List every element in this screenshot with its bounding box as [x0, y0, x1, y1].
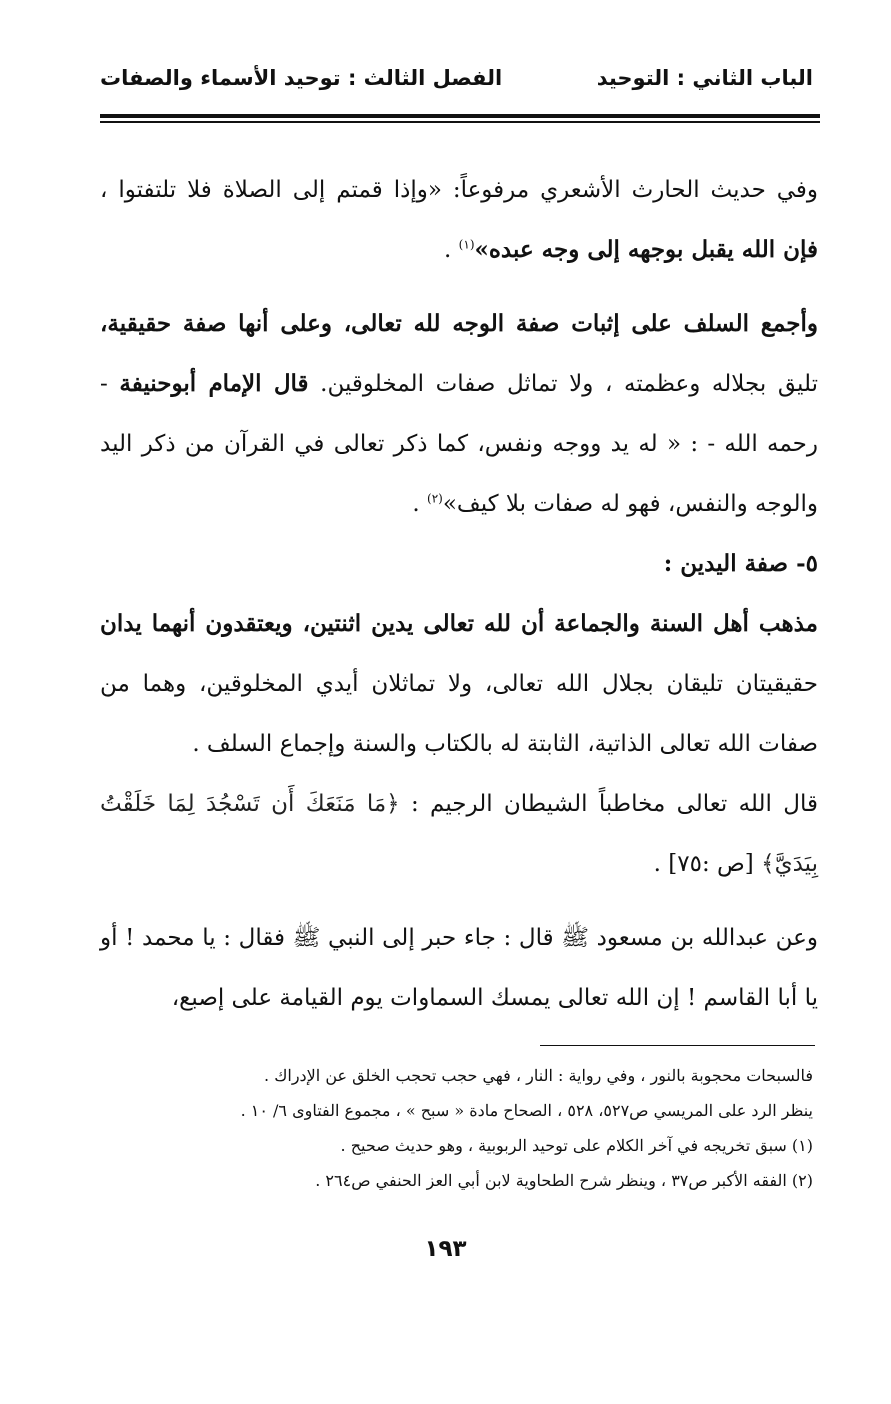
footnote-separator: [540, 1045, 815, 1046]
section-title: الفصل الثالث : توحيد الأسماء والصفات: [100, 66, 503, 90]
running-header: [100, 58, 813, 108]
consensus-text: تليق بجلاله وعظمته ، ولا تماثل صفات المخلوقين.: [308, 371, 818, 397]
footnote-continued-2: ينظر الرد على المريسي ص٥٢٧، ٥٢٨ ، الصحاح مادة « سبح » ، مجموع الفتاوى ٦/ ١٠ .: [240, 1101, 813, 1120]
chapter-title: الباب الثاني : التوحيد: [596, 66, 813, 90]
verse-intro: قال الله تعالى مخاطباً الشيطان الرجيم :: [399, 791, 818, 817]
footnote-1: (١) سبق تخريجه في آخر الكلام على توحيد الربوبية ، وهو حديث صحيح .: [340, 1136, 813, 1155]
hadith-end: .: [444, 237, 459, 263]
hadith-line-1: وفي حديث الحارث الأشعري مرفوعاً: «وإذا قمتم إلى الصلاة فلا تلتفتوا ،: [100, 177, 818, 203]
quran-verse: ﴿مَا مَنَعَكَ أَن تَسْجُدَ لِمَا خَلَقْتُ بِيَدَيَّ﴾: [100, 791, 818, 877]
creed-statement: مذهب أهل السنة والجماعة أن لله تعالى يدين اثنتين، ويعتقدون أنهما يدان: [100, 610, 818, 637]
creed-text: حقيقيتان تليقان بجلال الله تعالى، ولا تماثلان أيدي المخلوقين، وهما من صفات الله تعالى الذاتية، الثابتة له بالكتاب والسنة وإجماع السلف .: [100, 671, 818, 757]
abu-hanifa-name: قال الإمام أبوحنيفة: [119, 370, 309, 397]
hadith-line-2: فإن الله يقبل بوجهه إلى وجه عبده»: [474, 236, 818, 263]
footnote-2: (٢) الفقه الأكبر ص٣٧ ، وينظر شرح الطحاوية لابن أبي العز الحنفي ص٢٦٤ .: [315, 1171, 813, 1190]
footnotes: [100, 1058, 813, 1198]
consensus-statement: وأجمع السلف على إثبات صفة الوجه لله تعالى، وعلى أنها صفة حقيقية،: [100, 310, 818, 337]
paragraph-consensus-face: [100, 294, 818, 534]
paragraph-two-hands: [100, 594, 818, 774]
paragraph-ibn-masud: [100, 908, 818, 1028]
abu-hanifa-quote: - رحمه الله - : « له يد ووجه ونفس، كما ذكر تعالى في القرآن من ذكر اليد والوجه والنفس، فهو له صفات بلا كيف»: [100, 371, 818, 517]
paragraph-quran-verse: [100, 774, 818, 894]
main-text: [100, 160, 818, 1028]
header-rule-thick: [100, 114, 820, 118]
footnote-continued-1: فالسبحات محجوبة بالنور ، وفي رواية : النار ، فهي حجب تحجب الخلق عن الإدراك .: [264, 1066, 813, 1085]
quote-end: .: [412, 491, 427, 517]
footnote-ref-1: (١): [458, 237, 475, 252]
footnote-ref-2: (٢): [427, 491, 443, 506]
verse-reference: [ص :٧٥] .: [653, 851, 762, 877]
header-rule-thin: [100, 121, 820, 123]
ibn-masud-hadith: وعن عبدالله بن مسعود ﷺ قال : جاء حبر إلى النبي ﷺ فقال : يا محمد ! أو يا أبا القاسم ! إن الله تعالى يمسك السماوات يوم القيامة على إصبع،: [100, 925, 818, 1011]
section-heading-two-hands: ٥- صفة اليدين :: [663, 550, 818, 577]
paragraph-hadith-harith: [100, 160, 818, 280]
spacer: [100, 280, 818, 294]
spacer: [100, 894, 818, 908]
page-number: ١٩٣: [424, 1236, 467, 1262]
